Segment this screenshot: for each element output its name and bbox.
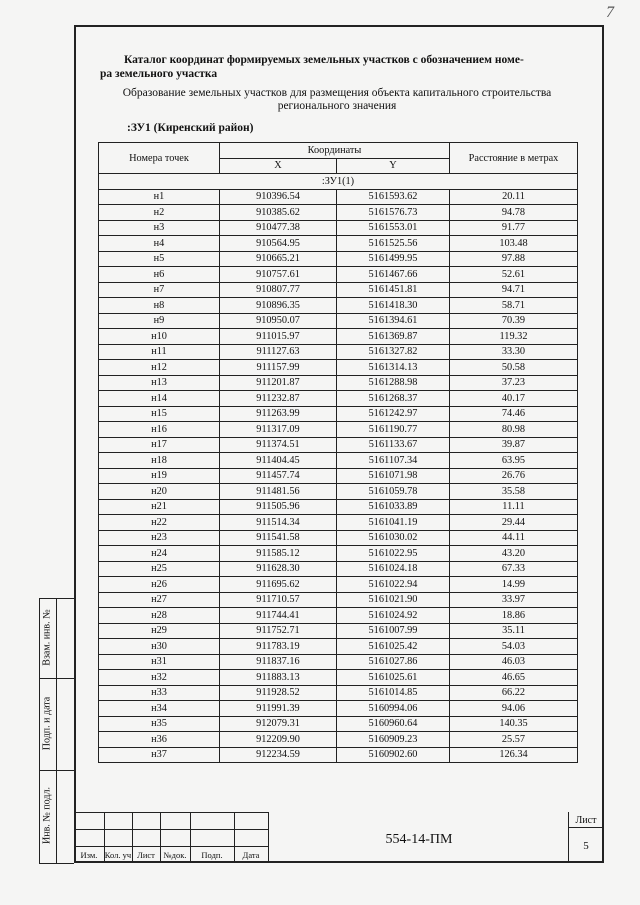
cell-point: н8 <box>99 298 220 314</box>
table-row <box>99 701 578 717</box>
cell-y: 5161021.90 <box>337 592 450 608</box>
cell-x: 911883.13 <box>220 670 337 686</box>
header-distance: Расстояние в метрах <box>450 143 578 174</box>
table-row <box>99 608 578 624</box>
table-row <box>99 313 578 329</box>
table-row <box>99 654 578 670</box>
cell-x: 911404.45 <box>220 453 337 469</box>
cell-y: 5161576.73 <box>337 205 450 221</box>
cell-distance: 43.20 <box>450 546 578 562</box>
cell-distance: 74.46 <box>450 406 578 422</box>
cell-y: 5161025.42 <box>337 639 450 655</box>
cell-x: 911628.30 <box>220 561 337 577</box>
table-row <box>99 561 578 577</box>
cell-point: н31 <box>99 654 220 670</box>
cell-x: 911928.52 <box>220 685 337 701</box>
cell-point: н6 <box>99 267 220 283</box>
table-row <box>99 577 578 593</box>
cell-x: 910477.38 <box>220 220 337 236</box>
cell-y: 5161268.37 <box>337 391 450 407</box>
cell-x: 911157.99 <box>220 360 337 376</box>
cell-y: 5161024.92 <box>337 608 450 624</box>
coordinates-table <box>98 142 578 763</box>
table-row <box>99 282 578 298</box>
cell-distance: 35.11 <box>450 623 578 639</box>
table-row <box>99 685 578 701</box>
table-row <box>99 220 578 236</box>
table-row <box>99 468 578 484</box>
table-row <box>99 205 578 221</box>
cell-distance: 35.58 <box>450 484 578 500</box>
cell-distance: 26.76 <box>450 468 578 484</box>
cell-x: 911991.39 <box>220 701 337 717</box>
cell-distance: 25.57 <box>450 732 578 748</box>
cell-y: 5161007.99 <box>337 623 450 639</box>
cell-point: н5 <box>99 251 220 267</box>
document-code: 554-14-ПМ <box>385 832 453 847</box>
cell-y: 5161033.89 <box>337 499 450 515</box>
table-row <box>99 375 578 391</box>
tb-ndok: №док. <box>163 850 187 860</box>
cell-point: н11 <box>99 344 220 360</box>
cell-distance: 67.33 <box>450 561 578 577</box>
cell-y: 5161190.77 <box>337 422 450 438</box>
table-row <box>99 453 578 469</box>
cell-point: н12 <box>99 360 220 376</box>
tb-data: Дата <box>242 850 260 860</box>
cell-point: н29 <box>99 623 220 639</box>
cell-point: н2 <box>99 205 220 221</box>
cell-distance: 140.35 <box>450 716 578 732</box>
cell-distance: 119.32 <box>450 329 578 345</box>
cell-x: 912079.31 <box>220 716 337 732</box>
cell-y: 5161242.97 <box>337 406 450 422</box>
cell-point: н15 <box>99 406 220 422</box>
cell-point: н10 <box>99 329 220 345</box>
cell-y: 5161059.78 <box>337 484 450 500</box>
cell-point: н33 <box>99 685 220 701</box>
cell-distance: 44.11 <box>450 530 578 546</box>
table-row <box>99 639 578 655</box>
cell-x: 911585.12 <box>220 546 337 562</box>
cell-x: 910896.35 <box>220 298 337 314</box>
cell-distance: 94.71 <box>450 282 578 298</box>
table-row <box>99 360 578 376</box>
cell-x: 911837.16 <box>220 654 337 670</box>
cell-point: н37 <box>99 747 220 763</box>
cell-distance: 39.87 <box>450 437 578 453</box>
cell-y: 5161369.87 <box>337 329 450 345</box>
cell-x: 911201.87 <box>220 375 337 391</box>
cell-x: 911457.74 <box>220 468 337 484</box>
cell-distance: 29.44 <box>450 515 578 531</box>
cell-y: 5161022.94 <box>337 577 450 593</box>
cell-x: 911695.62 <box>220 577 337 593</box>
catalog-heading <box>100 53 570 81</box>
sheet-number: 5 <box>583 840 589 852</box>
cell-x: 911232.87 <box>220 391 337 407</box>
cell-y: 5161030.02 <box>337 530 450 546</box>
cell-point: н20 <box>99 484 220 500</box>
cell-distance: 46.03 <box>450 654 578 670</box>
cell-point: н21 <box>99 499 220 515</box>
cell-y: 5161525.56 <box>337 236 450 252</box>
cell-y: 5161024.18 <box>337 561 450 577</box>
cell-distance: 18.86 <box>450 608 578 624</box>
cell-x: 912209.90 <box>220 732 337 748</box>
cell-y: 5161451.81 <box>337 282 450 298</box>
cell-point: н3 <box>99 220 220 236</box>
cell-x: 911127.63 <box>220 344 337 360</box>
cell-x: 911752.71 <box>220 623 337 639</box>
cell-y: 5161027.86 <box>337 654 450 670</box>
table-row <box>99 267 578 283</box>
cell-y: 5160909.23 <box>337 732 450 748</box>
table-row <box>99 592 578 608</box>
cell-y: 5161327.82 <box>337 344 450 360</box>
cell-y: 5161133.67 <box>337 437 450 453</box>
table-row <box>99 546 578 562</box>
cell-point: н36 <box>99 732 220 748</box>
cell-point: н34 <box>99 701 220 717</box>
cell-x: 910396.54 <box>220 189 337 205</box>
cell-distance: 91.77 <box>450 220 578 236</box>
cell-y: 5160994.06 <box>337 701 450 717</box>
cell-y: 5161288.98 <box>337 375 450 391</box>
cell-x: 910807.77 <box>220 282 337 298</box>
table-row <box>99 747 578 763</box>
tb-list: Лист <box>137 850 155 860</box>
table-row <box>99 406 578 422</box>
cell-y: 5161041.19 <box>337 515 450 531</box>
table-row <box>99 298 578 314</box>
cell-distance: 126.34 <box>450 747 578 763</box>
binding-stamp <box>39 598 74 863</box>
cell-y: 5160960.64 <box>337 716 450 732</box>
cell-distance: 37.23 <box>450 375 578 391</box>
cell-x: 911374.51 <box>220 437 337 453</box>
cell-distance: 14.99 <box>450 577 578 593</box>
cell-y: 5161499.95 <box>337 251 450 267</box>
stamp-inv-label: Инв. № подл. <box>41 787 53 844</box>
header-coordinates: Координаты <box>220 143 450 159</box>
cell-x: 911783.19 <box>220 639 337 655</box>
cell-point: н7 <box>99 282 220 298</box>
cell-point: н13 <box>99 375 220 391</box>
table-row <box>99 530 578 546</box>
cell-point: н30 <box>99 639 220 655</box>
table-row <box>99 437 578 453</box>
stamp-podp-label: Подп. и дата <box>41 696 53 751</box>
table-row <box>99 251 578 267</box>
table-row <box>99 391 578 407</box>
cell-point: н27 <box>99 592 220 608</box>
cell-distance: 54.03 <box>450 639 578 655</box>
cell-y: 5160902.60 <box>337 747 450 763</box>
table-row <box>99 623 578 639</box>
cell-x: 911481.56 <box>220 484 337 500</box>
table-row <box>99 329 578 345</box>
heading-line-2: ра земельного участка <box>100 68 218 80</box>
cell-distance: 33.97 <box>450 592 578 608</box>
cell-y: 5161107.34 <box>337 453 450 469</box>
cell-x: 912234.59 <box>220 747 337 763</box>
cell-point: н26 <box>99 577 220 593</box>
cell-y: 5161014.85 <box>337 685 450 701</box>
table-row <box>99 344 578 360</box>
cell-x: 911541.58 <box>220 530 337 546</box>
table-row <box>99 422 578 438</box>
page-mark: 7 <box>606 4 614 21</box>
sheet-label: Лист <box>575 815 597 826</box>
cell-distance: 103.48 <box>450 236 578 252</box>
cell-y: 5161394.61 <box>337 313 450 329</box>
cell-point: н17 <box>99 437 220 453</box>
cell-x: 911710.57 <box>220 592 337 608</box>
cell-point: н1 <box>99 189 220 205</box>
cell-point: н16 <box>99 422 220 438</box>
cell-point: н14 <box>99 391 220 407</box>
tb-kol: Кол. уч <box>104 850 132 860</box>
cell-x: 911263.99 <box>220 406 337 422</box>
cell-x: 911505.96 <box>220 499 337 515</box>
cell-point: н23 <box>99 530 220 546</box>
cell-x: 911514.34 <box>220 515 337 531</box>
cell-distance: 33.30 <box>450 344 578 360</box>
cell-distance: 46.65 <box>450 670 578 686</box>
table-row <box>99 499 578 515</box>
cell-distance: 97.88 <box>450 251 578 267</box>
cell-y: 5161022.95 <box>337 546 450 562</box>
table-row <box>99 732 578 748</box>
cell-x: 910757.61 <box>220 267 337 283</box>
cell-y: 5161314.13 <box>337 360 450 376</box>
table-row <box>99 484 578 500</box>
cell-point: н19 <box>99 468 220 484</box>
cell-distance: 70.39 <box>450 313 578 329</box>
cell-point: н22 <box>99 515 220 531</box>
cell-distance: 50.58 <box>450 360 578 376</box>
header-x: X <box>220 158 337 174</box>
table-row <box>99 670 578 686</box>
cell-point: н25 <box>99 561 220 577</box>
cell-distance: 58.71 <box>450 298 578 314</box>
cell-x: 911317.09 <box>220 422 337 438</box>
cell-x: 910665.21 <box>220 251 337 267</box>
cell-distance: 40.17 <box>450 391 578 407</box>
cell-x: 910385.62 <box>220 205 337 221</box>
cell-y: 5161025.61 <box>337 670 450 686</box>
cell-distance: 80.98 <box>450 422 578 438</box>
cell-y: 5161467.66 <box>337 267 450 283</box>
cell-point: н32 <box>99 670 220 686</box>
cell-distance: 63.95 <box>450 453 578 469</box>
cell-distance: 94.06 <box>450 701 578 717</box>
header-point-numbers: Номера точек <box>99 143 220 174</box>
cell-y: 5161593.62 <box>337 189 450 205</box>
cell-distance: 52.61 <box>450 267 578 283</box>
cell-point: н18 <box>99 453 220 469</box>
cell-x: 911015.97 <box>220 329 337 345</box>
cell-x: 911744.41 <box>220 608 337 624</box>
cell-distance: 11.11 <box>450 499 578 515</box>
cell-x: 910950.07 <box>220 313 337 329</box>
subtitle: Образование земельных участков для размещения объекта капитального строительства регионального значения <box>122 87 552 112</box>
section-title: :ЗУ1 (Киренский район) <box>127 122 254 134</box>
cell-distance: 66.22 <box>450 685 578 701</box>
header-y: Y <box>337 158 450 174</box>
cell-point: н4 <box>99 236 220 252</box>
cell-point: н24 <box>99 546 220 562</box>
cell-y: 5161553.01 <box>337 220 450 236</box>
cell-x: 910564.95 <box>220 236 337 252</box>
cell-point: н9 <box>99 313 220 329</box>
cell-point: н28 <box>99 608 220 624</box>
tb-izm: Изм. <box>80 850 98 860</box>
heading-line-1: Каталог координат формируемых земельных участков с обозначением номе- <box>124 54 524 66</box>
cell-distance: 20.11 <box>450 189 578 205</box>
table-row <box>99 189 578 205</box>
cell-y: 5161071.98 <box>337 468 450 484</box>
stamp-vzam-label: Взам. инв. № <box>41 609 53 666</box>
group-row: :ЗУ1(1) <box>99 174 578 190</box>
cell-point: н35 <box>99 716 220 732</box>
cell-y: 5161418.30 <box>337 298 450 314</box>
cell-distance: 94.78 <box>450 205 578 221</box>
table-row <box>99 716 578 732</box>
table-row <box>99 236 578 252</box>
table-row <box>99 515 578 531</box>
tb-podp: Подп. <box>201 850 223 860</box>
